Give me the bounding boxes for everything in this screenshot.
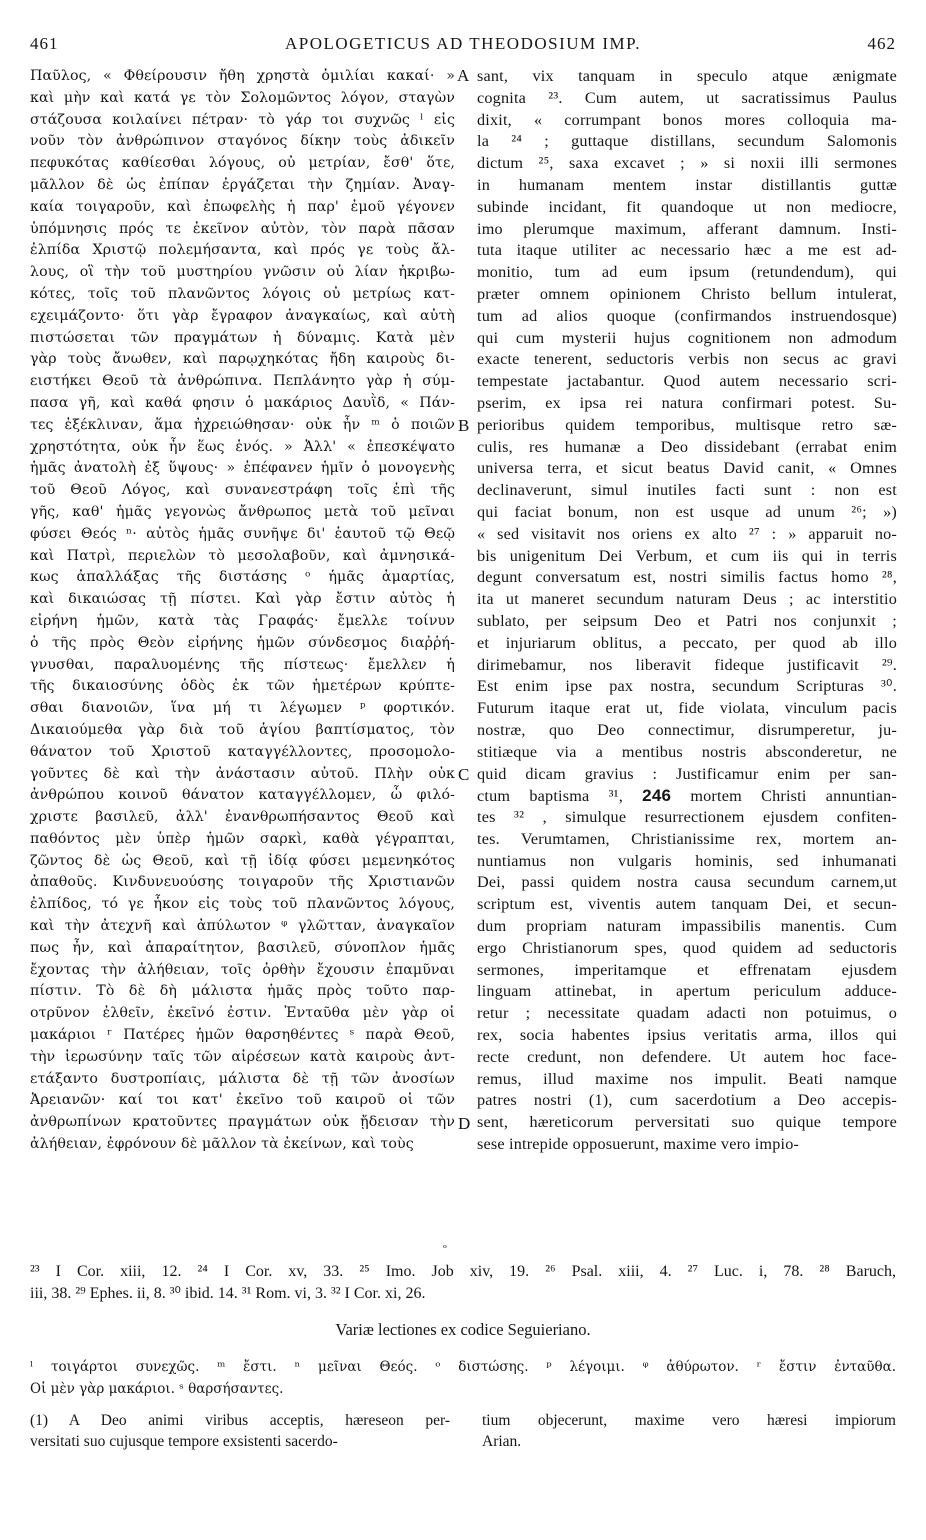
greek-text-line: ἐλπίδα Χριστῷ πολεμήσαντα, καὶ πρός γε τοὺς ἄλ- xyxy=(30,242,455,259)
latin-text-line: subinde incidant, fit quandoque ut non mediocre, xyxy=(477,197,897,216)
latin-text-line: scriptum est, viventis autem tanquam Dei, et secun- xyxy=(477,895,897,914)
greek-text-line: πιστώσεται τῶν πραγμάτων ἡ δύναμις. Κατὰ μὲν xyxy=(30,329,455,346)
latin-text-line: qui faciat bonum, non est usque ad unum ²⁶; ») xyxy=(477,502,897,521)
page-number-right: 462 xyxy=(867,34,896,53)
greek-text-line: ὁ τῆς πρὸς Θεὸν εἰρήνης ἡμῶν σύνδεσμος διαῤῥή- xyxy=(30,634,455,651)
greek-text-line: ἀνθρωπίνων κρατοῦντες πραγμάτων οὐκ ᾔδεισαν τὴν xyxy=(30,1114,455,1131)
latin-text-line: tes ³² , simulque resurrectionem ejusdem confiten- xyxy=(477,808,897,827)
latin-text-line: Futurum itaque erat ut, fide violata, vinculum pacis xyxy=(477,699,897,718)
latin-text-line: præter omnem opinionem Christo bellum intulerat, xyxy=(477,284,897,303)
latin-text-line: quid dicam gravius : Justificamur enim per san- xyxy=(477,764,897,783)
page-number-left: 461 xyxy=(30,34,59,53)
editor-note-line: Arian. xyxy=(482,1433,522,1450)
greek-text-line: ετάξαντο δυστροπίαις, μάλιστα δὲ τῇ τῶν ἀνοσίων xyxy=(30,1070,455,1087)
latin-text-line: degunt conversatum est, nostri similis factus homo ²⁸, xyxy=(477,568,897,587)
greek-text-line: ὑπόμνησις πρός τε ἐκεῖνον αὐτὸν, τὸν παρὰ πᾶσαν xyxy=(30,220,455,237)
footnote-line: ²³ I Cor. xiii, 12. ²⁴ I Cor. xv, 33. ²⁵ Imo. Job xiv, 19. ²⁶ Psal. xiii, 4. ²⁷ Luc. i, 78. ²⁸ Baruch, xyxy=(30,1263,896,1280)
greek-text-line: ἀλήθειαν, ἐφρόνουν δὲ μᾶλλον τὰ ἐκείνων, καὶ τοὺς xyxy=(30,1136,414,1153)
latin-text-line: pserim, ex ipsa rei natura confirmari potest. Su- xyxy=(477,393,897,412)
greek-text-line: φύσει Θεός ⁿ· αὐτὸς ἡμᾶς συνῆψε δι' ἑαυτοῦ τῷ Θεῷ xyxy=(30,525,455,542)
latin-text-line: et injuriarum oblitus, a peccato, per quod ab illo xyxy=(477,633,897,652)
greek-text-line: καὶ μὴν καὶ κατά γε τὸν Σολομῶντος λόγον, σταγὼν xyxy=(30,89,455,106)
latin-text-fragment: ctum baptisma ³¹, xyxy=(477,787,643,806)
latin-text-line: linguam attinebat, in apertum periculum adduce- xyxy=(477,982,897,1001)
greek-text-line: πασα γῆ, καὶ καθά φησιν ὁ μακάριος Δαυῒδ, « Πάν- xyxy=(30,394,455,411)
greek-text-column xyxy=(30,66,455,1246)
latin-text-line: dictum ²⁵, saxa excavet ; » si noxii illi sermones xyxy=(477,154,897,173)
greek-text-line: Δικαιούμεθα γὰρ διὰ τοῦ ἁγίου βαπτίσματος, τὸν xyxy=(30,721,455,738)
greek-text-line: χριστε βασιλεῦ, ἀλλ' ἐνανθρωπήσαντος Θεοῦ καὶ xyxy=(30,809,455,826)
greek-text-line: γῆς, καθ' ἡμᾶς γεγονὼς ἄνθρωπος μετὰ τοῦ μεῖναι xyxy=(30,503,455,520)
greek-text-line: κως ἀπαλλάξας τῆς διστάσης ᵒ ἡμᾶς ἁμαρτίας, xyxy=(30,569,455,586)
latin-text-line: Est enim ipse pax nostra, secundum Scripturas ³⁰. xyxy=(477,677,897,696)
greek-text-line: εχειμάζοντο· ὅτι γὰρ ἔγραφον ἀναγκαίως, καὶ αὐτὴ xyxy=(30,307,455,324)
greek-text-line: Παῦλος, « Φθείρουσιν ἤθη χρηστὰ ὁμιλίαι κακαί· » xyxy=(30,68,455,84)
editor-note-line: (1) A Deo animi viribus acceptis, hæreseon per- xyxy=(30,1412,450,1429)
latin-text-line: patres nostri (1), cum sacerdotium a Deo accepis- xyxy=(477,1091,897,1110)
latin-text-line: imo plerumque maximum, afferant damnum. Insti- xyxy=(477,219,897,238)
greek-text-line: καὶ τὴν ἀτεχνῆ καὶ ἀπύλωτον ᵠ γλῶτταν, ἀναγκαῖον xyxy=(30,918,455,935)
latin-text-line: dum propriam naturam impassibilis manentis. Cum xyxy=(477,917,897,936)
column-number: 246 xyxy=(642,786,672,806)
variae-lectiones xyxy=(30,1356,896,1400)
latin-text-line: sermones, imperitamque et effrenatam ejusdem xyxy=(477,960,897,979)
greek-text-line: ἀνθρώπου κοινοῦ θάνατον καταγγέλλομεν, ὦ φιλό- xyxy=(30,787,455,804)
greek-text-line: σθαι διανοιῶν, ἵνα μή τι λέγωμεν ᵖ φορτικόν. xyxy=(30,700,455,717)
scripture-footnotes xyxy=(30,1261,896,1305)
greek-text-line: καὶ Πατρὶ, περιελὼν τὸ μεσολαβοῦν, καὶ ἀμνησικά- xyxy=(30,547,455,564)
latin-text-line: la ²⁴ ; guttaque distillans, secundum Salomonis xyxy=(477,132,897,151)
footnote-separator-mark: ₒ xyxy=(443,1240,447,1251)
latin-text-line: tempestate jactabantur. Quod autem necessario scri- xyxy=(477,372,897,391)
latin-text-line: recte credunt, non defendere. Ut autem hoc face- xyxy=(477,1047,897,1066)
greek-text-line: εἰρήνη ἡμῶν, κατὰ τὰς Γραφάς· ἔμελλε τοίνυν xyxy=(30,612,455,629)
latin-text-line: rex, socia habentes ipsius veritatis arma, illos qui xyxy=(477,1026,897,1045)
greek-text-line: χρηστότητα, οὐκ ἦν ἕως ἑνός. » Ἀλλ' « ἐπεσκέψατο xyxy=(30,438,455,455)
latin-text-line: universa terra, et sicut beatus David canit, « Omnes xyxy=(477,459,897,478)
latin-text-line: monitio, tum ad eum ipsum (retundendum), qui xyxy=(477,263,897,282)
greek-text-line: ἀπαθοῦς. Κινδυνευούσης τοιγαροῦν τῆς Χριστιανῶν xyxy=(30,874,455,891)
latin-text-line: nuntiamus non vulgaris hominis, sed inhumanati xyxy=(477,851,897,870)
greek-text-line: γοῦντες δὲ καὶ τὴν ἀνάστασιν αὐτοῦ. Πλὴν οὐκ xyxy=(30,765,455,782)
latin-text-line: dixit, « corrumpant bonos mores colloquia ma- xyxy=(477,110,897,129)
greek-text-line: γὰρ τοὺς ἄνωθεν, καὶ παρῳχηκότας ἤδη καιροὺς δι- xyxy=(30,351,455,368)
greek-text-line: ζῶντος δὲ ὡς Θεοῦ, καὶ τῇ ἰδίᾳ φύσει μεμενηκότος xyxy=(30,852,455,869)
latin-text-line: tes. Verumtamen, Christianissime rex, mortem an- xyxy=(477,829,897,848)
latin-text-line: in humanam mentem instar distillantis guttæ xyxy=(477,175,897,194)
greek-text-line: γνυσθαι, παραλυομένης τῆς πίστεως· ἔμελλεν ἡ xyxy=(30,656,455,673)
latin-text-line: nostræ, quo Deo connectimur, disrumperetur, ju- xyxy=(477,720,897,739)
footnote-line: iii, 38. ²⁹ Ephes. ii, 8. ³⁰ ibid. 14. ³¹ Rom. vi, 3. ³² I Cor. xi, 26. xyxy=(30,1285,426,1302)
latin-text-line: sublato, per seipsum Deo et Patri nos conjunxit ; xyxy=(477,611,897,630)
greek-text-line: Ἀρειανῶν· καί τοι κατ' ἐκεῖνο τοῦ καιροῦ οἱ τῶν xyxy=(30,1092,455,1109)
margin-marker-b: B xyxy=(458,416,470,435)
latin-text-line: bis unigenitum Dei Verbum, et cum iis qui in terris xyxy=(477,546,897,565)
latin-text-line: declinaverunt, simul inutiles facti sunt : non est xyxy=(477,481,897,500)
margin-marker-a: A xyxy=(457,66,470,85)
editor-note-left xyxy=(30,1410,450,1452)
greek-text-line: λους, οἳ τὴν τοῦ μυστηρίου γνῶσιν οὐ λίαν ἠκριβω- xyxy=(30,264,455,281)
latin-text-line: « sed visitavit nos oriens ex alto ²⁷ : » apparuit no- xyxy=(477,524,897,543)
latin-text-line: remus, illud maxime nos impulit. Beati namque xyxy=(477,1069,897,1088)
greek-text-line: μᾶλλον δὲ ὡς ἐπίπαν ἐργάζεται τὴν ζημίαν. Ἀναγ- xyxy=(30,176,455,193)
latin-text-line: tuta itaque utiliter ac necessario hæc a me est ad- xyxy=(477,241,897,260)
greek-text-line: καία τοιγαροῦν, καὶ ἐπωφελὴς ἡ παρ' ἐμοῦ γέγονεν xyxy=(30,198,455,215)
greek-text-line: πως ἦν, καὶ ἀπαραίτητον, βασιλεῦ, σύνοπλον ἡμᾶς xyxy=(30,939,455,956)
greek-text-line: κότες, τοῖς τοῦ πλανῶντος λόγοις οὐ μετρίως κατ- xyxy=(30,285,455,302)
greek-text-line: καὶ δικαιώσας τῇ πίστει. Καὶ γὰρ ἔστιν αὐτὸς ἡ xyxy=(30,591,455,608)
margin-marker-c: C xyxy=(458,765,470,784)
running-title: APOLOGETICUS AD THEODOSIUM IMP. xyxy=(285,34,641,53)
running-header xyxy=(30,34,896,60)
latin-text-column xyxy=(477,66,897,1246)
variant-reading-line: ˡ τοιγάρτοι συνεχῶς. ᵐ ἔστι. ⁿ μεῖναι Θεός. ᵒ διστώσης. ᵖ λέγοιμι. ᵠ ἀθύρωτον. ʳ ἔστιν ἐνταῦθα. xyxy=(30,1359,896,1375)
greek-text-line: ἡμᾶς ἀνατολὴ ἐξ ὕψους· » ἐπέφανεν ἡμῖν ὁ μονογενὴς xyxy=(30,460,455,477)
latin-text-fragment: mortem Christi annuntian- xyxy=(671,787,897,806)
greek-text-line: πίστιν. Τὸ δὲ δὴ μάλιστα ἡμᾶς πρὸς τοῦτο παρ- xyxy=(30,983,455,1000)
latin-text-line: ergo Christianorum spes, quod quidem ad seductoris xyxy=(477,938,897,957)
latin-text-line: cognita ²³. Cum autem, ut sacratissimus Paulus xyxy=(477,88,897,107)
latin-text-line: sant, vix tanquam in speculo atque ænigmate xyxy=(477,67,897,85)
latin-text-line: dirimebamur, nos liberavit fideque justificavit ²⁹. xyxy=(477,655,897,674)
greek-text-line: ἔχοντας τὴν ἀλήθειαν, τοῖς ὀρθὴν ἔχουσιν ἐπαμῦναι xyxy=(30,961,455,978)
latin-text-line: perioribus quidem temporibus, multisque retro sæ- xyxy=(477,415,897,434)
greek-text-line: θάνατον τοῦ Χριστοῦ καταγγέλλοντες, προσομολο- xyxy=(30,743,455,760)
latin-text-line: Dei, passi quidem nostra causa secundum carnem,ut xyxy=(477,873,897,892)
greek-text-line: ἐλπίδος, τό γε ἧκον εἰς τοὺς τοῦ πλανῶντος λόγους, xyxy=(30,896,455,913)
greek-text-line: τὴν ἱερωσύνην ταῖς τῶν αἱρέσεων κατὰ καιροὺς ἀντ- xyxy=(30,1048,455,1065)
latin-text-line: ita ut maneret secundum naturam Deus ; ac interstitio xyxy=(477,590,897,609)
latin-text-line: sent, hæreticorum perversitati suo quique tempore xyxy=(477,1113,897,1132)
latin-text-line: sese intrepide opposuerunt, maxime vero impio- xyxy=(477,1135,800,1154)
latin-text-line: stitiæque via a mentibus nostris absconderetur, ne xyxy=(477,742,897,761)
greek-text-line: μακάριοι ʳ Πατέρες ἡμῶν θαρσηθέντες ˢ παρὰ Θεοῦ, xyxy=(30,1027,455,1044)
latin-text-line: qui cum mysterii hujus cognitionem non admodum xyxy=(477,328,897,347)
greek-text-line: τῆς δικαιοσύνης ὁδὸς ἐκ τῶν ἡμετέρων κρύπτε- xyxy=(30,678,455,695)
greek-text-line: νοῦν τὸν ἀνθρώπινον σταγόνος δίκην τοὺς ἀδικεῖν xyxy=(30,133,455,150)
greek-text-line: στάζουσα κοιλαίνει πέτραν· τὸ γάρ τοι συχνῶς ˡ εἰς xyxy=(30,111,455,128)
greek-text-line: πεφυκότας καθίεσθαι λόγους, οὐ μετρίαν, ἔσθ' ὅτε, xyxy=(30,155,455,172)
greek-text-line: τοῦ Θεοῦ Λόγος, καὶ συνανεστράφη τοῖς ἐπὶ τῆς xyxy=(30,482,455,499)
latin-text-line: tum ad alios quoque (confirmandos instruendosque) xyxy=(477,306,897,325)
greek-text-line: παθόντος μὲν ὑπὲρ ἡμῶν σαρκὶ, καθὰ γέγραπται, xyxy=(30,830,455,847)
margin-marker-d: D xyxy=(458,1114,471,1133)
greek-text-line: ειστήκει Θεοῦ τὰ ἀνθρώπινα. Πεπλάνητο γὰρ ἡ σύμ- xyxy=(30,373,455,390)
latin-text-line: culis, res humanæ a Deo dissidebant (errabat enim xyxy=(477,437,897,456)
editor-note-line: versitati suo cujusque tempore exsistenti sacerdo- xyxy=(30,1433,338,1450)
variant-reading-line: Οἱ μὲν γὰρ μακάριοι. ˢ θαρσήσαντες. xyxy=(30,1381,284,1397)
latin-text-line: exacte tenerent, seductoris verbis non secus ac gravi xyxy=(477,350,897,369)
greek-text-line: τες ἐξέκλιναν, ἅμα ἠχρειώθησαν· οὐκ ἦν ᵐ ὁ ποιῶν xyxy=(30,416,455,433)
editor-note-right xyxy=(482,1410,896,1452)
latin-text-line xyxy=(477,785,897,807)
variae-lectiones-heading: Variæ lectiones ex codice Seguieriano. xyxy=(335,1320,591,1339)
greek-text-line: οτρῦνον ἐλθεῖν, ἐκεῖνό ἐστιν. Ἐνταῦθα μὲν γὰρ οἱ xyxy=(30,1005,455,1022)
editor-note-line: tium objecerunt, maxime vero hæresi impiorum xyxy=(482,1412,896,1429)
latin-text-line: retur ; necessitate quadam adacti non potuimus, o xyxy=(477,1004,897,1023)
